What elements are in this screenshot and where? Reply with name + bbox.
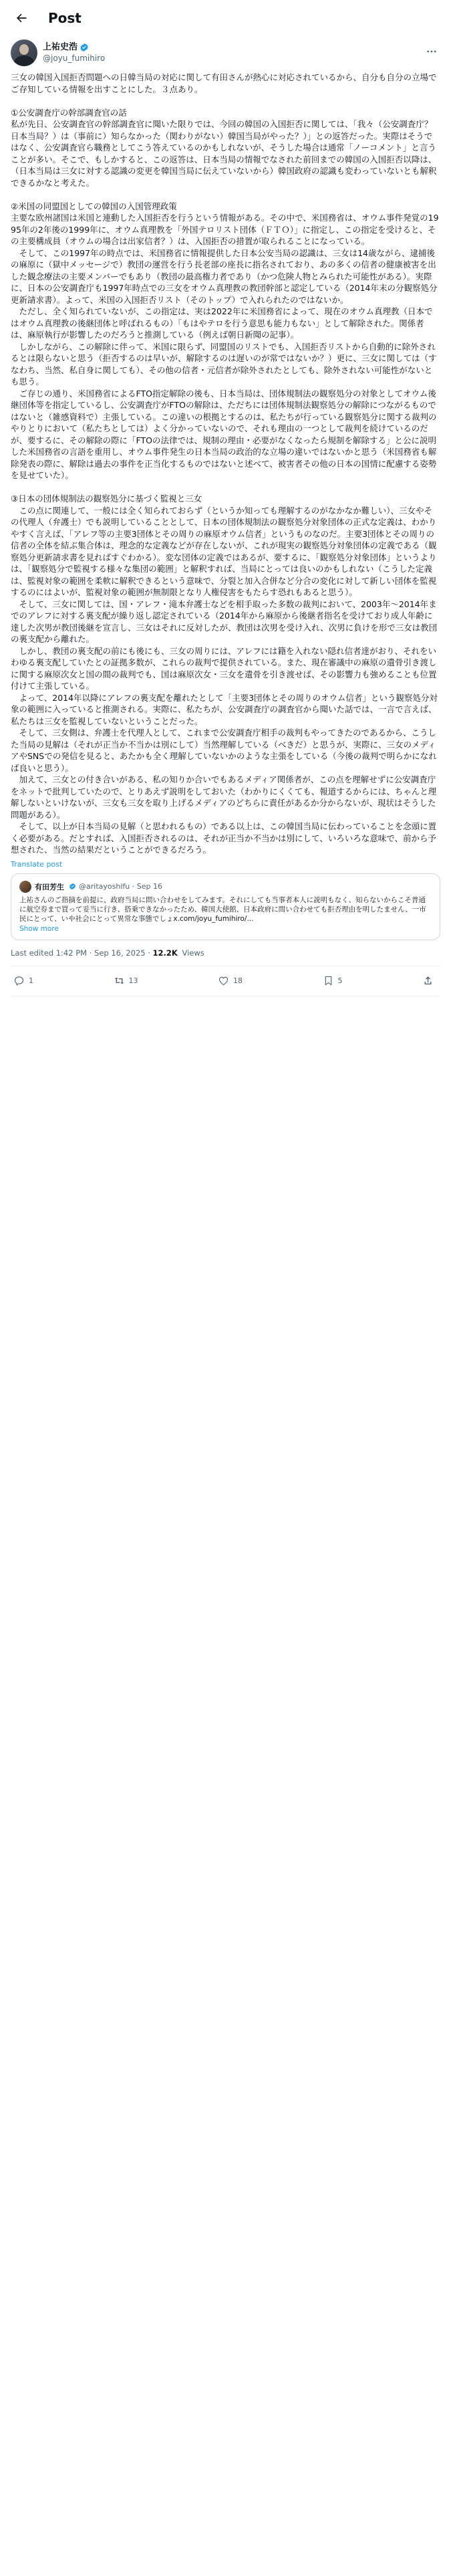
quoted-author-name: 有田芳生 [35, 882, 64, 891]
quoted-verified-icon [69, 883, 76, 890]
post-text: 三女の韓国入国拒否問題への日韓当局の対応に関して有田さんが熱心に対応されているから、自分も自分の立場でご存知している情報を出すことにした。３点あり。 ①公安調査庁の幹部調査官の話 私が先日、公安調査官の幹部調査官に聞いた限りでは、今回の韓国の入国拒否に関しては、「我々（公安調査庁？日本当局？）は（事前に）知らなかった（関わりがない）韓国当局がやった？）」との返答だった。実際はそうではなく、公安調査官ら職務としてこう答えているのかもしれないが、そうした場合は通常「ノーコメント」と言うことが多い。そこで、もしかすると、この返答は、日本当局の情報でなされた前回までの韓国の入国拒否以降は、（日本当局は三女に対する認識の変更を韓国当局に伝えていないから）韓国政府の認識も変わっていないとも解釈できるかなと考えた。 ②米国の同盟国としての韓国の入国管理政策 主要な欧州諸国は米国と連動した入国拒否を行うという情報がある。その中で、米国務省は、オウム事件発覚の1995年の2年後の1999年に、オウム真理教を「外国テロリスト団体（ＦＴＯ）」に指定し、この指定を受けると、その主要構成員（オウムの場合は出家信者？）は、入国拒否の措置が取られることになっている。 そして、この1997年の時点では、米国務省に情報提供した日本公安当局の認識は、三女は14歳ながら、逮捕後の麻原に（獄中メッセージで）教団の運営を行う長老部の座長に指名されており、あの多くの信者の健康被害を出した観念療法の主要メンバーでもあり（教団の最高権力者であり（かつ危険人物とみられた可能性がある）。実際に、日本の公安調査庁も1997年時点での三女をオウム真理教の教団幹部と認定している（2014年末の分観察処分更新請求書）。よって、米国の入国拒否リスト（そのトップ）で入れられたのではないか。 ただし、全く知られていないが、この指定は、実は2022年に米国務省によって、現在のオウム真理教（日本ではオウム真理教の後継団体と呼ばれるもの）「もはやテロを行う意思も能力もない」として解除された。関係者は、麻原執行が影響したのだろうと推測している（例えば朝日新聞の記事）。 しかしながら、この解除に伴って、米国に限らず、同盟国のリストでも、入国拒否リストから自動的に除外されるとは限らないと思う（拒否するのは早いが、解除するのは遅いのが常ではないか？）更に、三女に関しては（すなわち、当然、私自身に関しても）、その他の信者・元信者が除外されたとしても、除外されない可能性がないとも思う。 ご存じの通り、米国務省によるFTO指定解除の後も、日本当局は、団体規制法の観察処分の対象としてオウム後継団体等を指定しているし、公安調査庁がFTOの解除は、ただちには団体規制法観察処分の解除につながるものではないと（雑感資料で）主張している。この違いの根拠とするのは、私たちが行っている観察処分に関する裁判のやりとりにおいて（私たちとしては）よく分かっていないので、それも理由の一つとして裁判を続けているのだが、要するに、その解除の際に「FTOの法律では、規制の理由・必要がなくなったら規制を解除する」と公に説明した米国務省の言語を重用し、オウム事件発生の日本当局の政治的な立場の違いではないかと思う（米国務省も解除発表の際に、解除は過去の事件を正当化するものではないと述べて、被害者その他の日本の国情に配慮する姿勢を見せていた）。 ③日本の団体規制法の観察処分に基づく監視と三女 この点に関連して、一般には全く知られておらず（というか知っても理解するのがなかなか難しい）、三女やその代理人（弁護士）でも説明していることとして、日本の団体規制法の観察処分対象団体の正式な定義は、わかりやすく言えば、「アレフ等の主要3団体とその周りの麻原オウム信者」というものなのだ。主要3団体とその周りの信者の全体を結ぶ集合体は、理念的な定義などが存在しないが、これが現実の観察処分対象団体の定義である（観察処分更新請求書を見ればすぐわかる）。変な団体の定義ではあるが、要するに、「観察処分対象団体」というよりは、「観察処分で監視する様々な集団の範囲」と解釈すれば、当局にとっては良いのかもしれない（こうした定義は、監視対象の範囲を柔軟に解釈できるという意味で、分裂と加入合併など分合の変化に対して新しい団体を監視するのにはよいが、監視対象の範囲が無制限となり人権侵害をもたらす恐れもあると思う）。 そして、三女に関しては、国・アレフ・滝本弁護士などを相手取った多数の裁判において、2003年〜2014年までのアレフに対する裏支配が繰り返し認定されている（2014年から麻原から後継者指名を受けており成人年齢に達した次男が教団後継を宣言し、三女はそれに反対したが、教団は次男を受け入れ、次男に負けを形で三女は教団の裏支配から離れた。 しかし、教団の裏支配の前にも後にも、三女の周りには、アレフには籍を入れない隠れ信者達がおり、それをいわゆる裏支配していたとの証拠多数が、これらの裁判で提供されている。また、現在審議中の麻原の遺骨引き渡しに関する麻原次女と国の間の裁判でも、国は麻原次女・三女を遺骨を引き渡せば、その影響力も強めることも位置付けて主張している。 よって、2014年以降にアレフの裏支配を離れたとして「主要3団体とその周りのオウム信者」という観察処分対象の範囲に入っていると推測される。実際に、私たちが、公安調査庁の調査官から聞いた話では、一言で言えば、私たちは三女を監視していないということだった。 そして、三女側は、弁護士を代理人として、これまで公安調査庁相手の裁判もやってきたのであるから、こうした当局の見解は（それが正当か不当かは別にして）当然理解している（べきだ）と思うが、実際に、三女のメディアやSNSでの発信を見ると、あたかも全く理解していないかのような主張をしている（今後の裁判で明らかになれば良いと思う）。 加えて、三女との付き合いがある、私の知りか合いでもあるメディア関係者が、この点を理解せずに公安調査庁をネットで批判していたので、とりあえず説明をしておいた（わかりにくくても、報道するからには、ちゃんと理解しないといけないが、三女も三女を取り上げるメディアのどちらに責任があるか分からないが、現状はそうした問題がある）。 そして、以上が日本当局の見解（と思われるもの）である以上は、この韓国当局に伝わっていることを念頭に置く必要がある。だとすれば、入国拒否されるのは、それが正当か不当かは別にして、いろいろな意味で、前から予想された、当然の結果だということができるだろう。 [11, 72, 439, 855]
like-button[interactable] [218, 975, 243, 986]
bookmark-count: 5 [337, 976, 343, 985]
back-arrow-icon [15, 11, 28, 25]
bookmark-button[interactable] [323, 975, 343, 986]
reply-icon [13, 975, 25, 986]
quoted-date: Sep 16 [136, 882, 162, 891]
post-meta [11, 948, 440, 966]
author-name-row[interactable] [43, 41, 423, 53]
action-bar [11, 966, 440, 996]
more-icon [426, 45, 438, 58]
share-button[interactable] [422, 975, 438, 986]
repost-count: 13 [128, 976, 138, 985]
avatar[interactable] [11, 39, 37, 66]
quoted-post-header [19, 881, 432, 893]
reply-count: 1 [29, 976, 33, 985]
translate-post-link[interactable]: Translate post [11, 859, 63, 869]
views-count: 12.2K [152, 948, 178, 958]
meta-separator: · [89, 948, 95, 958]
meta-separator: · [148, 948, 153, 958]
verified-badge-icon [80, 43, 89, 52]
post [0, 35, 451, 996]
post-date[interactable]: Sep 16, 2025 [94, 948, 146, 958]
quoted-post[interactable] [11, 873, 440, 940]
more-options-button[interactable] [423, 43, 440, 64]
last-edited[interactable]: Last edited 1:42 PM [11, 948, 88, 958]
quoted-author-handle: @aritayoshifu [79, 882, 130, 891]
heart-icon [218, 975, 229, 986]
quoted-avatar [19, 881, 31, 893]
repost-button[interactable] [114, 975, 138, 986]
post-author [11, 35, 440, 70]
views-label: Views [182, 948, 204, 958]
bookmark-icon [323, 975, 334, 986]
repost-icon [114, 975, 125, 986]
share-icon [422, 975, 434, 986]
author-handle[interactable]: @joyu_fumihiro [43, 53, 106, 63]
quoted-separator: · [130, 882, 137, 891]
page-title: Post [48, 9, 82, 26]
reply-button[interactable] [13, 975, 33, 986]
back-button[interactable] [11, 7, 32, 29]
top-bar [0, 0, 451, 35]
author-display-name[interactable]: 上祐史浩 [43, 42, 78, 52]
show-more-link[interactable]: Show more [19, 924, 59, 933]
like-count: 18 [233, 976, 243, 985]
quoted-post-text: 上祐さんのご指摘を前提に、政府当局に問い合わせをしてみます。それにしても当事者本人に説明もなく、知らないからこそ普通に航空券まで買って妥当に行き、搭乗できなかったため、韓国大使館、日本政府に問い合わせても拒否理由を明したません、一市民にとって、いや社会にとって異常な事態でしょx.com/joyu_fumihiro/... [19, 895, 426, 923]
author-names [43, 41, 423, 64]
